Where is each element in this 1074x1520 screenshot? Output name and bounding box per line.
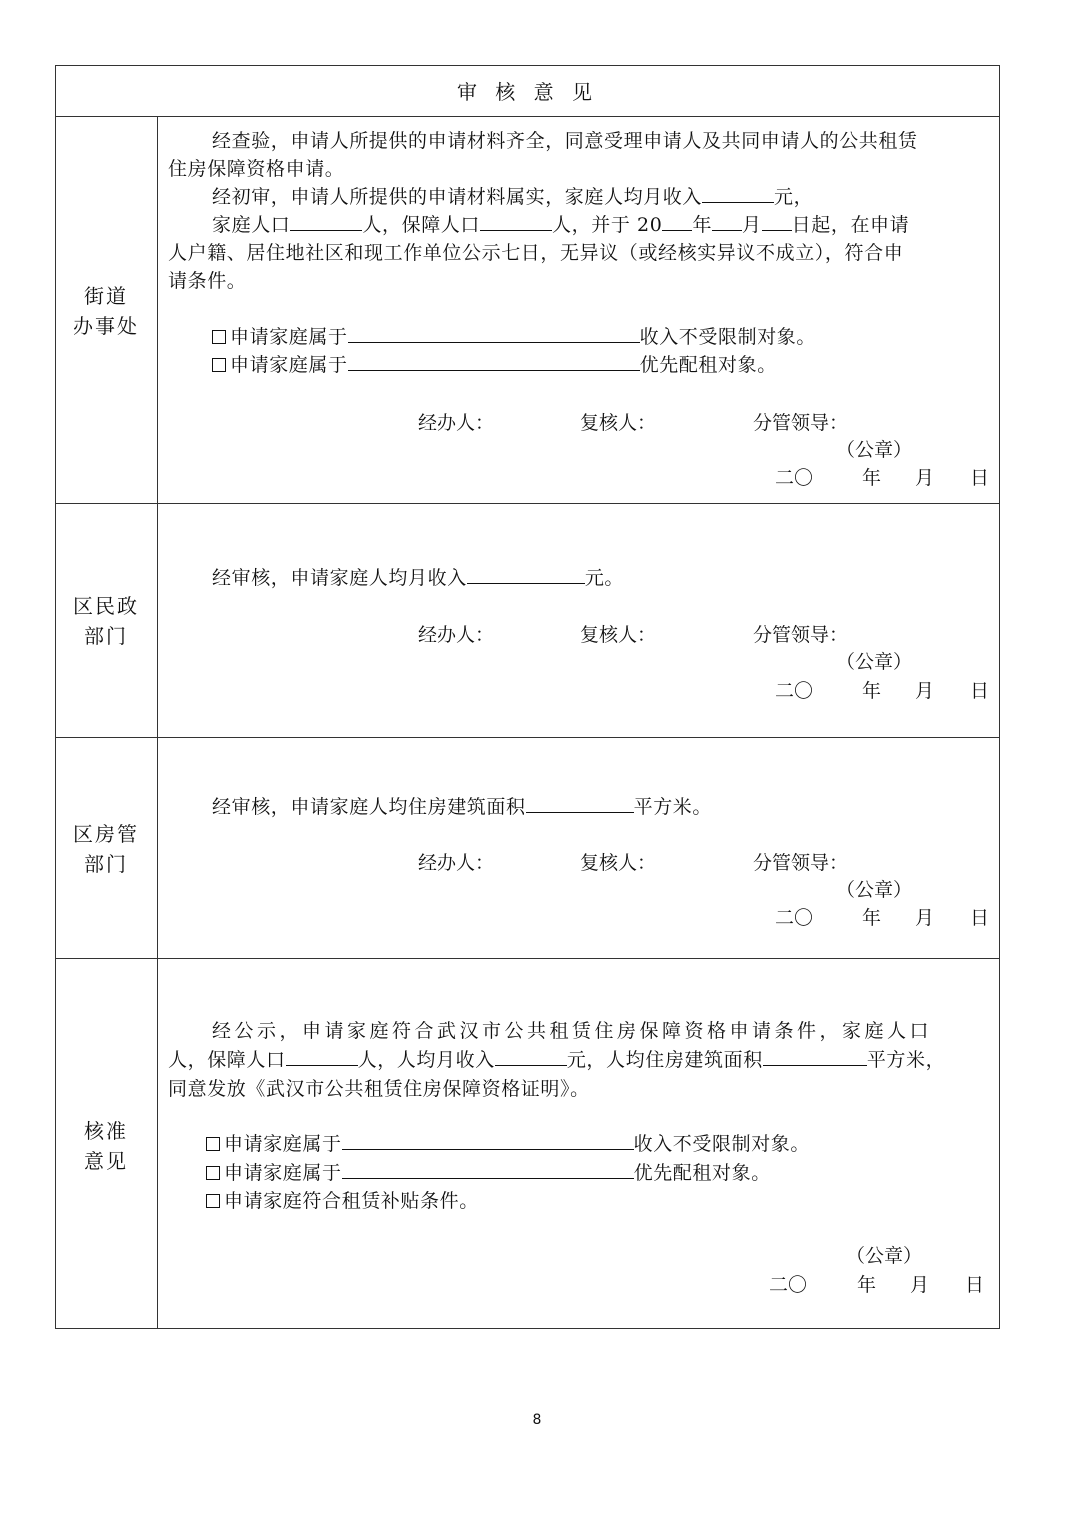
area-blank[interactable] [763, 1047, 867, 1066]
housing-area-line [212, 793, 712, 821]
row-label-line: 办事处 [73, 314, 139, 338]
text: 人，保障人口 [362, 214, 481, 236]
approval-checkbox-row [206, 1187, 479, 1215]
street-checkbox-row [212, 351, 777, 379]
seal-label: （公章） [836, 439, 913, 461]
category-blank[interactable] [348, 324, 640, 343]
seal-label: （公章） [836, 879, 913, 901]
text: 优先配租对象。 [639, 354, 777, 376]
sign-handler: 经办人： [418, 624, 495, 646]
date-day: 日 [970, 680, 990, 702]
category-blank[interactable] [342, 1131, 634, 1150]
text: 申请家庭符合租赁补贴条件。 [224, 1190, 479, 1212]
date-day: 日 [970, 907, 990, 929]
row-divider [55, 116, 1000, 117]
text: 元， [774, 186, 814, 208]
date-prefix: 二〇 [775, 907, 814, 929]
date-prefix: 二〇 [769, 1274, 808, 1296]
sign-handler: 经办人： [418, 852, 495, 874]
sign-handler: 经办人： [418, 412, 495, 434]
row-label-line: 区民政 [73, 594, 139, 618]
income-blank[interactable] [702, 184, 774, 203]
street-paragraph-line: 经查验，申请人所提供的申请材料齐全，同意受理申请人及共同申请人的公共租赁 [212, 130, 918, 152]
household-size-blank[interactable] [290, 212, 362, 231]
category-blank[interactable] [348, 352, 640, 371]
date-day: 日 [965, 1274, 985, 1296]
approval-paragraph-line: 同意发放《武汉市公共租赁住房保障资格证明》。 [168, 1078, 590, 1100]
text: 月 [742, 214, 762, 236]
date-prefix: 二〇 [775, 680, 814, 702]
row-divider [55, 958, 1000, 959]
date-year: 年 [862, 907, 882, 929]
area-blank[interactable] [526, 794, 634, 813]
sign-reviewer: 复核人： [580, 412, 657, 434]
text: 申请家庭属于 [224, 1133, 342, 1155]
street-paragraph-line: 人户籍、居住地社区和现工作单位公示七日，无异议（或经核实异议不成立），符合申 [168, 242, 904, 264]
approval-checkbox-row [206, 1159, 771, 1187]
date-day: 日 [970, 467, 990, 489]
table-border-top [55, 65, 1000, 66]
date-month: 月 [915, 680, 935, 702]
text: 经审核，申请家庭人均月收入 [212, 567, 467, 589]
category-blank[interactable] [342, 1160, 634, 1179]
text: 经审核，申请家庭人均住房建筑面积 [212, 796, 526, 818]
date-month: 月 [910, 1274, 930, 1296]
checkbox[interactable] [206, 1194, 220, 1208]
date-month: 月 [915, 467, 935, 489]
sign-leader: 分管领导： [753, 624, 849, 646]
text: 人，保障人口 [168, 1049, 286, 1071]
row-label-line: 部门 [84, 624, 128, 648]
checkbox[interactable] [212, 330, 226, 344]
income-blank[interactable] [467, 565, 585, 584]
street-paragraph-line: 住房保障资格申请。 [168, 158, 345, 180]
date-year: 年 [857, 1274, 877, 1296]
street-paragraph-line: 请条件。 [168, 270, 247, 292]
checkbox[interactable] [212, 358, 226, 372]
text: 日起，在申请 [791, 214, 910, 236]
day-blank[interactable] [762, 212, 792, 231]
row-label-housing-management [56, 819, 156, 879]
table-border-right [999, 65, 1000, 1329]
page-number: 8 [532, 1412, 542, 1428]
sign-reviewer: 复核人： [580, 852, 657, 874]
income-blank[interactable] [495, 1047, 567, 1066]
date-year: 年 [862, 680, 882, 702]
text: 申请家庭属于 [230, 326, 348, 348]
text: 人，并于 20 [552, 214, 663, 236]
year-blank[interactable] [662, 212, 692, 231]
row-label-line: 意见 [84, 1149, 128, 1173]
text: 元。 [584, 567, 625, 589]
row-label-approval [56, 1116, 156, 1176]
row-label-line: 区房管 [73, 822, 139, 846]
text: 申请家庭属于 [224, 1162, 342, 1184]
sign-leader: 分管领导： [753, 852, 849, 874]
street-income-line [212, 183, 813, 211]
row-label-line: 街道 [84, 284, 128, 308]
row-label-street-office [56, 281, 156, 341]
table-header-title: 审 核 意 见 [456, 80, 599, 104]
text: 收入不受限制对象。 [639, 326, 817, 348]
row-label-civil-affairs [56, 591, 156, 651]
row-label-line: 部门 [84, 852, 128, 876]
text: 年 [692, 214, 713, 236]
date-prefix: 二〇 [775, 467, 814, 489]
sign-reviewer: 复核人： [580, 624, 657, 646]
column-divider [157, 116, 158, 1328]
text: 收入不受限制对象。 [633, 1133, 811, 1155]
street-population-line [212, 211, 909, 239]
civil-income-line [212, 564, 624, 592]
date-year: 年 [862, 467, 882, 489]
month-blank[interactable] [712, 212, 742, 231]
approval-checkbox-row [206, 1130, 810, 1158]
text: 平方米， [866, 1049, 946, 1071]
seal-label: （公章） [836, 651, 913, 673]
text: 平方米。 [633, 796, 713, 818]
checkbox[interactable] [206, 1166, 220, 1180]
date-month: 月 [915, 907, 935, 929]
text: 家庭人口 [212, 214, 291, 236]
table-border-bottom [55, 1328, 1000, 1329]
protected-size-blank[interactable] [286, 1047, 358, 1066]
approval-stats-line [168, 1046, 945, 1074]
approval-paragraph-line: 经公示，申请家庭符合武汉市公共租赁住房保障资格申请条件，家庭人口 [212, 1020, 933, 1042]
sign-leader: 分管领导： [753, 412, 849, 434]
street-checkbox-row [212, 323, 816, 351]
text: 经初审，申请人所提供的申请材料属实，家庭人均月收入 [212, 186, 703, 208]
checkbox[interactable] [206, 1137, 220, 1151]
text: 申请家庭属于 [230, 354, 348, 376]
row-divider [55, 737, 1000, 738]
row-label-line: 核准 [84, 1119, 128, 1143]
seal-label: （公章） [846, 1245, 923, 1267]
row-divider [55, 503, 1000, 504]
text: 优先配租对象。 [633, 1162, 771, 1184]
text: 元，人均住房建筑面积 [566, 1049, 763, 1071]
protected-size-blank[interactable] [480, 212, 552, 231]
text: 人，人均月收入 [357, 1049, 495, 1071]
